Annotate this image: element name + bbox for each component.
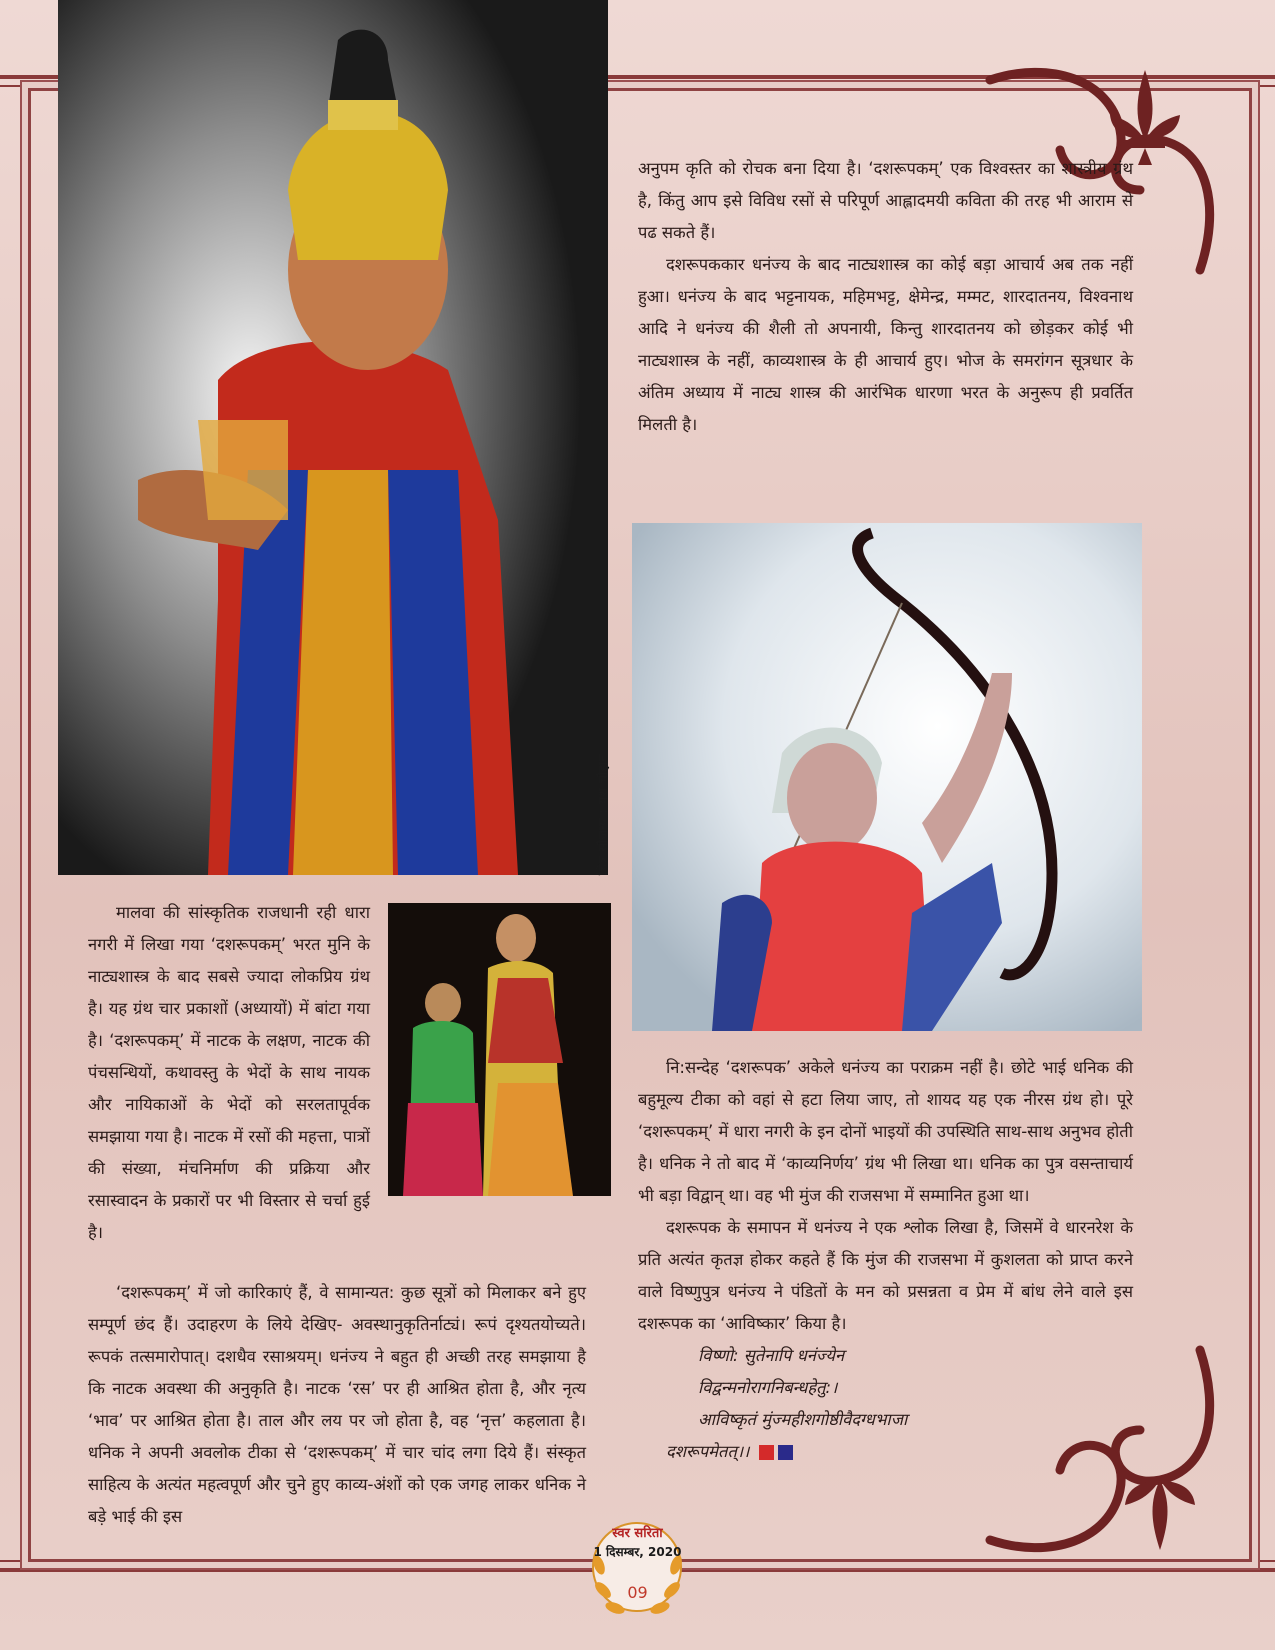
page-number: 09 [627, 1583, 648, 1602]
paragraph: दशरूपक के समापन में धनंज्य ने एक श्लोक लिखा है, जिसमें वे धारनरेश के प्रति अत्यंत कृतज्ञ होकर कहते हैं कि मुंज की राजसभा में कुशलता को प्राप्त करने वाले विष्णुपुत्र धनंज्य ने पंडितों के मन को प्रसन्नता व प्रेम में बांध लेने वाले इस दशरूपक का ‘आविष्कार’ किया है। [638, 1218, 1133, 1333]
verse-line-last [638, 1436, 1133, 1468]
verse-line: विद्वन्मनोरागनिबन्धहेतु:। [698, 1378, 838, 1397]
verse-line: विष्णो: सुतेनापि धनंज्येन [698, 1346, 845, 1365]
end-mark-red [759, 1445, 774, 1460]
paragraph: अनुपम कृति को रोचक बना दिया है। ‘दशरूपकम्’ एक विश्वस्तर का शास्त्रीय ग्रंथ है, किंतु आप इसे विविध रसों से परिपूर्ण आह्लादमयी कविता की तरह भी आराम से पढ सकते हैं। [638, 159, 1133, 242]
photo-rama-bow [632, 523, 1142, 1031]
issue-date: 1 दिसम्बर, 2020 [593, 1545, 682, 1559]
column-right-top [638, 153, 1133, 441]
paragraph: नि:सन्देह ‘दशरूपक’ अकेले धनंज्य का पराक्रम नहीं है। छोटे भाई धनिक की बहुमूल्य टीका को वहां से हटा लिया जाए, तो शायद यह एक नीरस ग्रंथ हो। पूरे ‘दशरूपकम्’ में धारा नगरी के इन दोनों भाइयों की उपस्थिति साथ-साथ अनुभव होती है। धनिक ने तो बाद में ‘काव्यनिर्णय’ ग्रंथ भी लिखा था। धनिक का पुत्र वसन्ताचार्य भी बड़ा विद्वान् था। वह भी मुंज की राजसभा में सम्मानित हुआ था। [638, 1058, 1133, 1205]
paragraph: ‘दशरूपकम्’ में जो कारिकाएं हैं, वे सामान्यत: कुछ सूत्रों को मिलाकर बने हुए सम्पूर्ण छंद हैं। उदाहरण के लिये देखिए- अवस्थानुकृतिर्नाट्यं। रूपं दृश्यतयोच्यते। रूपकं तत्समारोपात्। दशधैव रसाश्रयम्। धनंज्य ने बहुत ही अच्छी तरह समझाया है कि नाटक अवस्था की अनुकृति है। नाटक ‘रस’ पर ही आश्रित होता है, और नृत्य ‘भाव’ पर आश्रित होता है। ताल और लय पर जो होता है, वह ‘नृत्त’ कहलाता है। धनिक ने अपनी अवलोक टीका से ‘दशरूपकम्’ में चार चांद लगा दिये हैं। संस्कृत साहित्य के अत्यंत महत्वपूर्ण और चुने हुए काव्य-अंशों को एक जगह लाकर धनिक ने बड़े भाई की इस [88, 1283, 586, 1526]
photo-krishna-portrait [58, 0, 608, 875]
paragraph: मालवा की सांस्कृतिक राजधानी रही धारा नगरी में लिखा गया ‘दशरूपकम्’ भरत मुनि के नाट्यशास्त्र के बाद सबसे ज्यादा लोकप्रिय ग्रंथ है। यह ग्रंथ चार प्रकाशों (अध्यायों) में बांटा गया है। ‘दशरूपकम्’ में नाटक के लक्षण, नाटक की पंचसन्धियों, कथावस्तु के भेदों के साथ नायक और नायिकाओं के भेदों को सरलतापूर्वक समझाया गया है। नाटक में रसों की महत्ता, पात्रों की संख्या, मंचनिर्माण की प्रक्रिया और रसास्वादन के प्रकारों पर भी विस्तार से चर्चा हुई है। [88, 903, 370, 1242]
photo-dancers [388, 903, 611, 1196]
verse-text: दशरूपमेतत्।। [666, 1442, 750, 1461]
verse-line: आविष्कृतं मुंज्महीशगोष्ठीवैदग्धभाजा [698, 1410, 908, 1429]
magazine-name: स्वर सरिता [612, 1526, 663, 1541]
paragraph: दशरूपककार धनंज्य के बाद नाट्यशास्त्र का कोई बड़ा आचार्य अब तक नहीं हुआ। धनंज्य के बाद भट्टनायक, महिमभट्ट, क्षेमेन्द्र, मम्मट, शारदातनय, विश्वनाथ आदि ने धनंज्य की शैली तो अपनायी, किन्तु शारदातनय को छोड़कर कोई भी नाट्यशास्त्र के नहीं, काव्यशास्त्र के ही आचार्य हुए। भोज के समरांगन सूत्रधार के अंतिम अध्याय में नाट्य शास्त्र की आरंभिक धारणा भरत के अनुरूप ही प्रवर्तित मिलती है। [638, 255, 1133, 434]
photo-credit: चित्र सौजन्य : यश चौहान [596, 754, 611, 875]
column-left-mid [88, 897, 370, 1249]
footer-badge [585, 1505, 690, 1650]
column-right-bottom [638, 1052, 1133, 1468]
end-mark-blue [778, 1445, 793, 1460]
column-left-bottom [88, 1277, 586, 1533]
